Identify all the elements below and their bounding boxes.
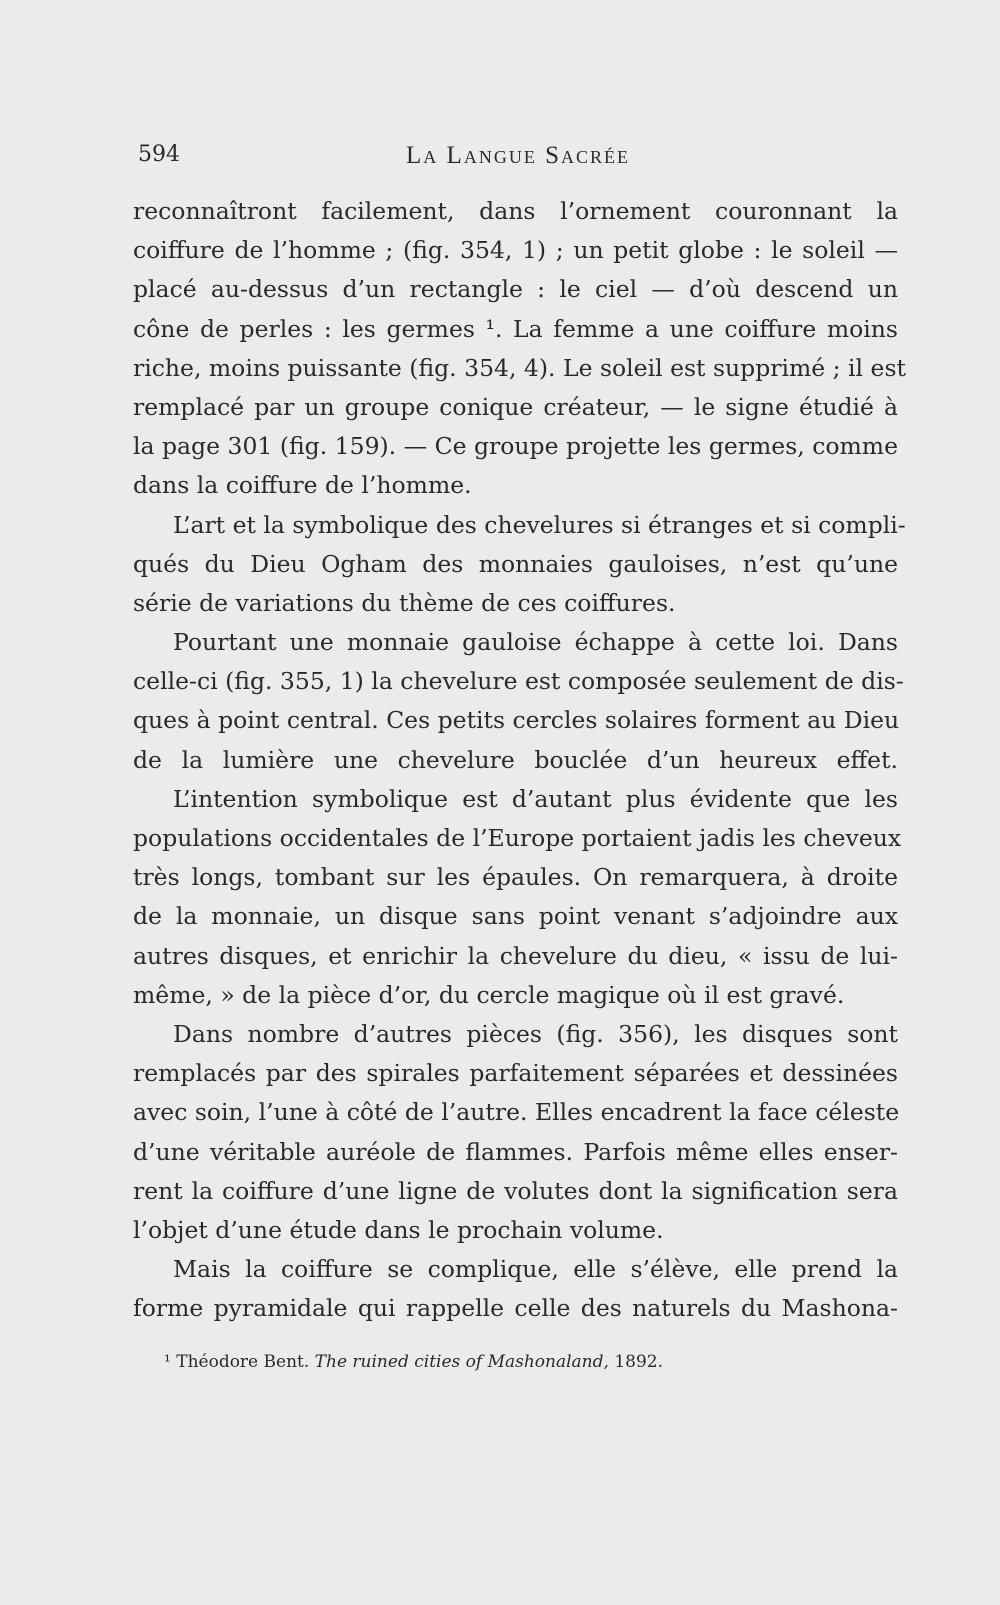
text-line: populations occidentales de l’Europe portaient jadis les cheveux xyxy=(133,824,902,852)
text-line: autres disques, et enrichir la chevelure du dieu, « issu de lui- xyxy=(133,941,898,970)
text-line: Pourtant une monnaie gauloise échappe à cette loi. Dans xyxy=(173,628,898,657)
footnote-author: Théodore Bent. xyxy=(176,1352,310,1372)
text-line: L’art et la symbolique des chevelures si étranges et si compli- xyxy=(173,510,906,539)
text-line: remplacés par des spirales parfaitement séparées et dessinées xyxy=(133,1059,898,1088)
body-text xyxy=(133,192,906,1328)
text-line: celle-ci (fig. 355, 1) la chevelure est composée seulement de dis- xyxy=(133,667,904,696)
text-line: très longs, tombant sur les épaules. On remarquera, à droite xyxy=(133,863,898,892)
footnote xyxy=(164,1352,864,1372)
text-line: qués du Dieu Ogham des monnaies gauloises, n’est qu’une xyxy=(133,549,898,578)
text-line: coiffure de l’homme ; (fig. 354, 1) ; un petit globe : le soleil — xyxy=(133,236,898,265)
running-title: La Langue Sacrée xyxy=(406,142,630,169)
text-line: L’intention symbolique est d’autant plus évidente que les xyxy=(173,784,898,813)
text-line: cône de perles : les germes ¹. La femme a une coiffure moins xyxy=(133,314,898,343)
text-line: avec soin, l’une à côté de l’autre. Elles encadrent la face céleste xyxy=(133,1098,900,1127)
text-line: d’une véritable auréole de flammes. Parfois même elles enser- xyxy=(133,1137,898,1166)
text-line: de la lumière une chevelure bouclée d’un heureux effet. xyxy=(133,745,898,774)
text-line: la page 301 (fig. 159). — Ce groupe projette les germes, comme xyxy=(133,432,898,461)
text-line: même, » de la pièce d’or, du cercle magique où il est gravé. xyxy=(133,980,845,1009)
text-line: rent la coiffure d’une ligne de volutes dont la signification sera xyxy=(133,1176,898,1205)
text-line: Dans nombre d’autres pièces (fig. 356), les disques sont xyxy=(173,1019,898,1048)
text-line: riche, moins puissante (fig. 354, 4). Le soleil est supprimé ; il est xyxy=(133,353,906,382)
text-line: ques à point central. Ces petits cercles solaires forment au Dieu xyxy=(133,706,900,735)
text-line: dans la coiffure de l’homme. xyxy=(133,471,472,500)
text-line: de la monnaie, un disque sans point venant s’adjoindre aux xyxy=(133,902,898,931)
text-line: Mais la coiffure se complique, elle s’élève, elle prend la xyxy=(173,1255,898,1284)
text-line: reconnaîtront facilement, dans l’ornement couronnant la xyxy=(133,197,898,225)
text-line: forme pyramidale qui rappelle celle des naturels du Mashona- xyxy=(133,1294,898,1323)
footnote-marker: ¹ xyxy=(164,1352,171,1372)
footnote-year: 1892. xyxy=(614,1352,663,1372)
page-header xyxy=(138,142,898,178)
text-line: l’objet d’une étude dans le prochain volume. xyxy=(133,1215,664,1244)
footnote-title: The ruined cities of Mashonaland, xyxy=(314,1352,609,1372)
text-line: remplacé par un groupe conique créateur, — le signe étudié à xyxy=(133,392,898,421)
page-number: 594 xyxy=(138,142,180,167)
text-line: série de variations du thème de ces coiffures. xyxy=(133,588,676,617)
text-line: placé au-dessus d’un rectangle : le ciel — d’où descend un xyxy=(133,275,898,304)
